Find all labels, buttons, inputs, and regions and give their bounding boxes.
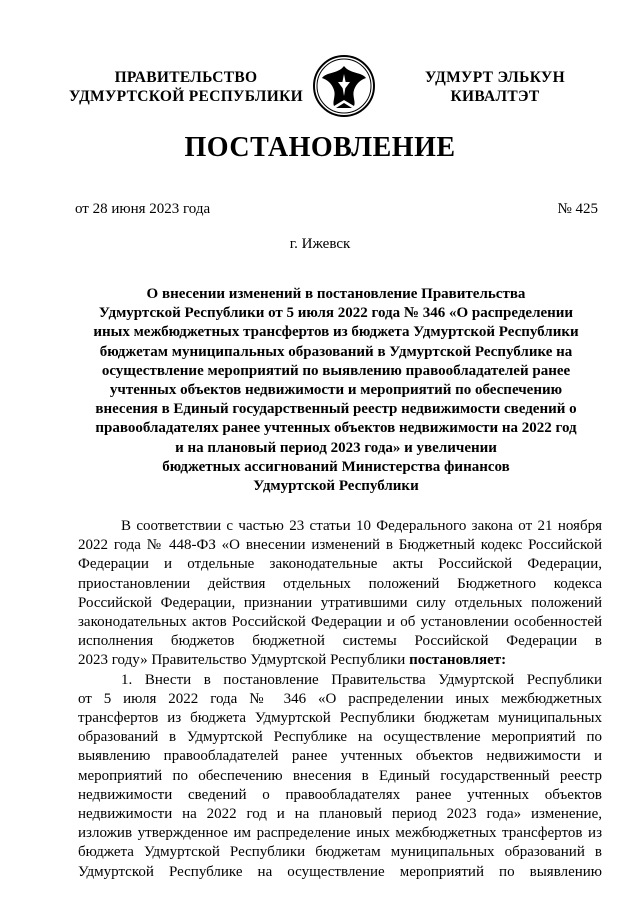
body-line: недвижимости сведений о правообладателях ранее учтенных объектов bbox=[78, 786, 602, 803]
subject-line: правообладателях ранее учтенных объектов недвижимости на 2022 год bbox=[95, 420, 577, 437]
body-line: В соответствии с частью 23 статьи 10 Федерального закона от 21 ноября bbox=[121, 518, 602, 534]
body-line: приостановлении действия отдельных положений Бюджетного кодекса bbox=[78, 575, 602, 592]
subject-line: осуществление мероприятий по выявлению правообладателей ранее bbox=[101, 362, 571, 379]
body-line: изложив утвержденное им распределение иных межбюджетных трансфертов из bbox=[78, 825, 602, 842]
header-left-line-2: УДМУРТСКОЙ РЕСПУБЛИКИ bbox=[68, 88, 303, 105]
document-title: ПОСТАНОВЛЕНИЕ bbox=[184, 132, 456, 163]
header-left-authority bbox=[66, 68, 306, 106]
document-city: г. Ижевск bbox=[289, 236, 351, 252]
subject-line: О внесении изменений в постановление Правительства bbox=[146, 286, 526, 302]
body-line: от 5 июля 2022 года № 346 «О распределении иных межбюджетных bbox=[78, 690, 602, 707]
body-line: Федерации и отдельные законодательные акты Российской Федерации, bbox=[78, 556, 602, 573]
body-line: законодательных актов Российской Федерации и об установлении особенностей bbox=[78, 614, 602, 631]
subject-line: внесения в Единый государственный реестр недвижимости сведений о bbox=[95, 401, 577, 418]
udmurtia-coat-of-arms-icon bbox=[312, 54, 376, 118]
subject-line: учтенных объектов недвижимости и мероприятий по обеспечению bbox=[109, 382, 563, 399]
document-number: № 425 bbox=[557, 201, 598, 217]
header-left-line-1: ПРАВИТЕЛЬСТВО bbox=[114, 69, 258, 86]
header-right-line-1: УДМУРТ ЭЛЬКУН bbox=[425, 69, 565, 86]
document-date: от 28 июня 2023 года bbox=[75, 201, 211, 217]
body-line: выявлению правообладателей ранее учтенных объектов недвижимости и bbox=[78, 748, 602, 765]
body-line: Российской Федерации, признании утратившими силу отдельных положений bbox=[78, 594, 602, 611]
decree-word: постановляет: bbox=[409, 652, 507, 669]
body-line: образований в Удмуртской Республике на осуществление мероприятий по bbox=[78, 729, 602, 746]
subject-line: бюджетных ассигнований Министерства финансов bbox=[162, 458, 510, 475]
subject-line: иных межбюджетных трансфертов из бюджета Удмуртской Республики bbox=[93, 324, 579, 341]
body-line-with-decree bbox=[78, 651, 602, 670]
body-line-text: 2023 году» Правительство Удмуртской Республики bbox=[78, 652, 410, 669]
body-line: трансфертов из бюджета Удмуртской Республики бюджетам муниципальных bbox=[78, 710, 602, 727]
document-subject bbox=[70, 285, 602, 496]
body-line: Удмуртской Республике на осуществление мероприятий по выявлению bbox=[78, 863, 602, 880]
subject-line: Удмуртской Республики от 5 июля 2022 года № 346 «О распределении bbox=[98, 305, 574, 322]
document-body bbox=[78, 517, 602, 882]
header-right-line-2: КИВАЛТЭТ bbox=[450, 88, 540, 105]
subject-line: Удмуртской Республики bbox=[253, 478, 419, 495]
subject-line: и на плановый период 2023 года» и увеличении bbox=[175, 439, 497, 456]
body-line: 2022 года № 448-ФЗ «О внесении изменений в Бюджетный кодекс Российской bbox=[78, 537, 602, 554]
body-line: исполнения бюджетов бюджетной системы Российской Федерации в bbox=[78, 633, 602, 650]
subject-line: бюджетам муниципальных образований в Удмуртской Республике на bbox=[99, 343, 573, 360]
body-line: бюджета Удмуртской Республики бюджетам муниципальных образований в bbox=[78, 844, 602, 861]
body-line: мероприятий по обеспечению внесения в Единый государственный реестр bbox=[78, 767, 602, 784]
header-right-authority bbox=[400, 68, 590, 106]
body-line: недвижимости на 2022 год и на плановый период 2023 года» изменение, bbox=[78, 806, 602, 823]
body-line: 1. Внести в постановление Правительства Удмуртской Республики bbox=[121, 671, 602, 688]
